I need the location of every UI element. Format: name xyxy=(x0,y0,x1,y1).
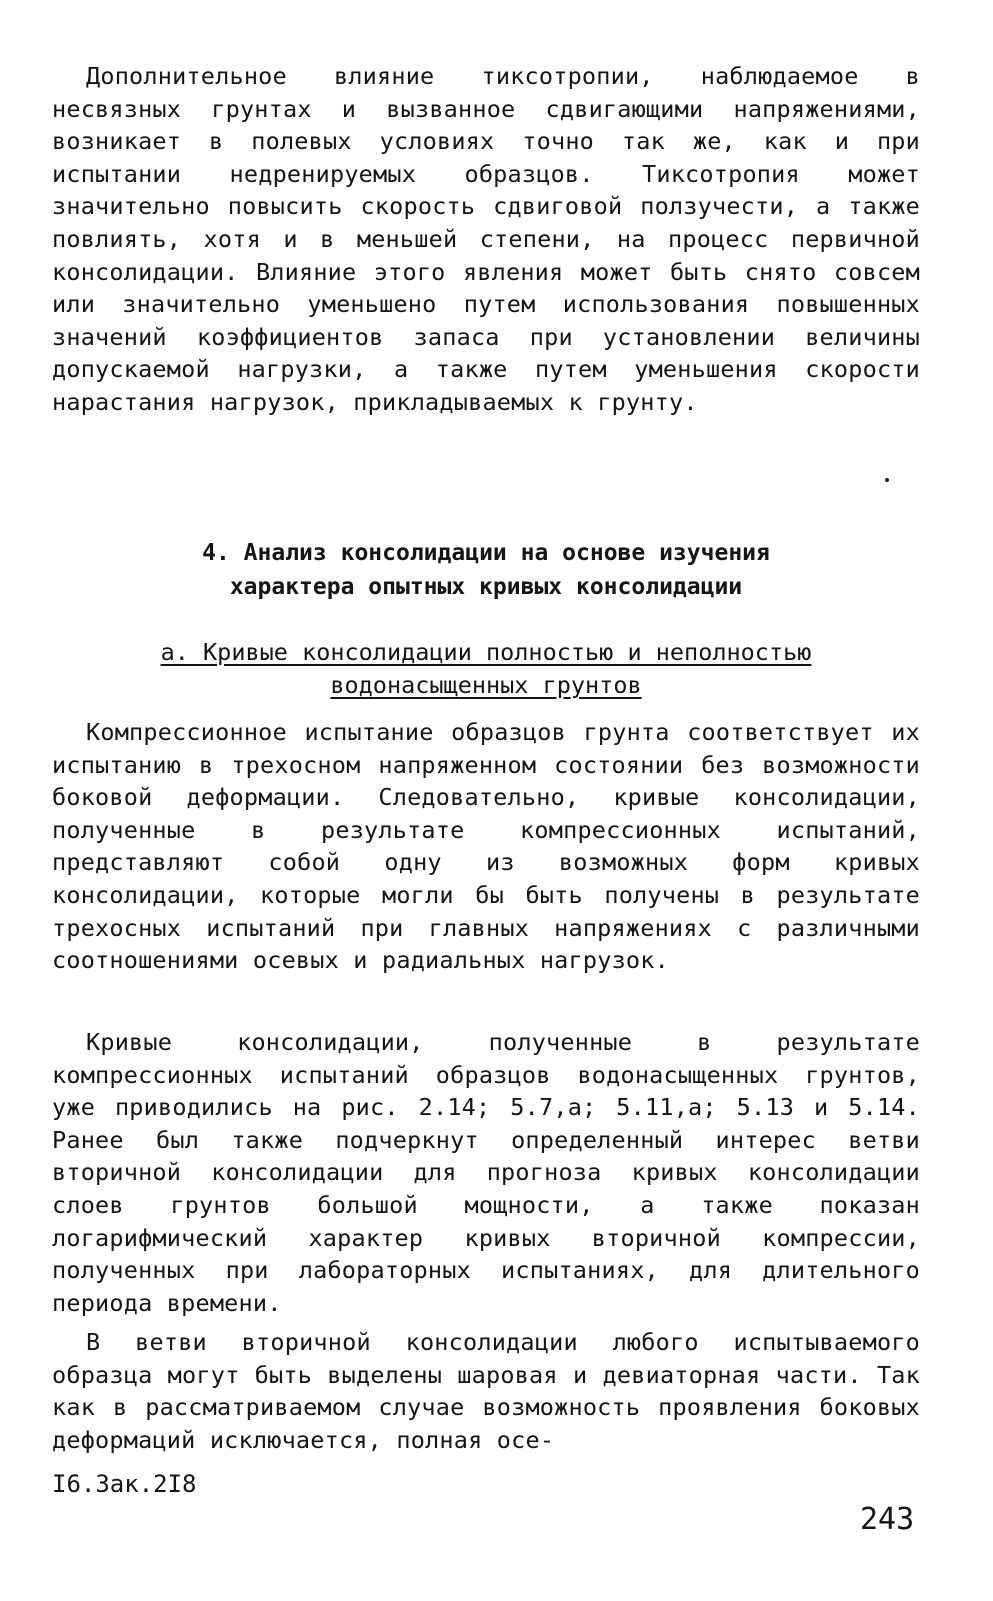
page-number: 243 xyxy=(860,1502,915,1537)
section-heading xyxy=(52,536,920,604)
ink-speck xyxy=(885,478,889,482)
paragraph-secondary-consolidation: В ветви вторичной консолидации любого испытываемого образца могут быть выделены шаровая и девиаторная части. Так как в рассматриваемом случае возможность проявления боковых деформаций исключается, полная осе- xyxy=(52,1328,920,1454)
section-heading-line-2: характера опытных кривых консолидации xyxy=(229,574,743,600)
subsection-heading xyxy=(52,636,920,702)
paragraph-compression-test: Компрессионное испытание образцов грунта соответствует их испытанию в трехосном напряженном состоянии без возможности боковой деформации. Следовательно, кривые консолидации, полученные в результате компрессионных испытаний, представляют собой одну из возможных форм кривых консолидации, которые могли бы быть получены в результате трехосных испытаний при главных напряжениях с различными соотношениями осевых и радиальных нагрузок. xyxy=(52,718,920,975)
printer-signature-mark: I6.Зак.2I8 xyxy=(52,1470,197,1498)
paragraph-thixotropy: Дополнительное влияние тиксотропии, наблюдаемое в несвязных грунтах и вызванное сдвигающими напряжениями, возникает в полевых условиях точно так же, как и при испытании недренируемых образцов. Тиксотропия может значительно повысить скорость сдвиговой ползучести, а также повлиять, хотя и в меньшей степени, на процесс первичной консолидации. Влияние этого явления может быть снято совсем или значительно уменьшено путем использования повышенных значений коэффициентов запаса при установлении величины допускаемой нагрузки, а также путем уменьшения скорости нарастания нагрузок, прикладываемых к грунту. xyxy=(52,62,920,416)
subsection-heading-line-1: а. Кривые консолидации полностью и неполностью xyxy=(160,638,812,666)
paragraph-consolidation-curves: Кривые консолидации, полученные в результате компрессионных испытаний образцов водонасыщенных грунтов, уже приводились на рис. 2.14; 5.7,а; 5.11,а; 5.13 и 5.14. Ранее был также подчеркнут определенный интерес ветви вторичной консолидации для прогноза кривых консолидации слоев грунтов большой мощности, а также показан логарифмический характер кривых вторичной компрессии, полученных при лабораторных испытаниях, для длительного периода времени. xyxy=(52,1028,920,1317)
subsection-heading-line-2: водонасыщенных грунтов xyxy=(330,671,642,699)
section-heading-line-1: 4. Анализ консолидации на основе изучения xyxy=(202,540,770,566)
